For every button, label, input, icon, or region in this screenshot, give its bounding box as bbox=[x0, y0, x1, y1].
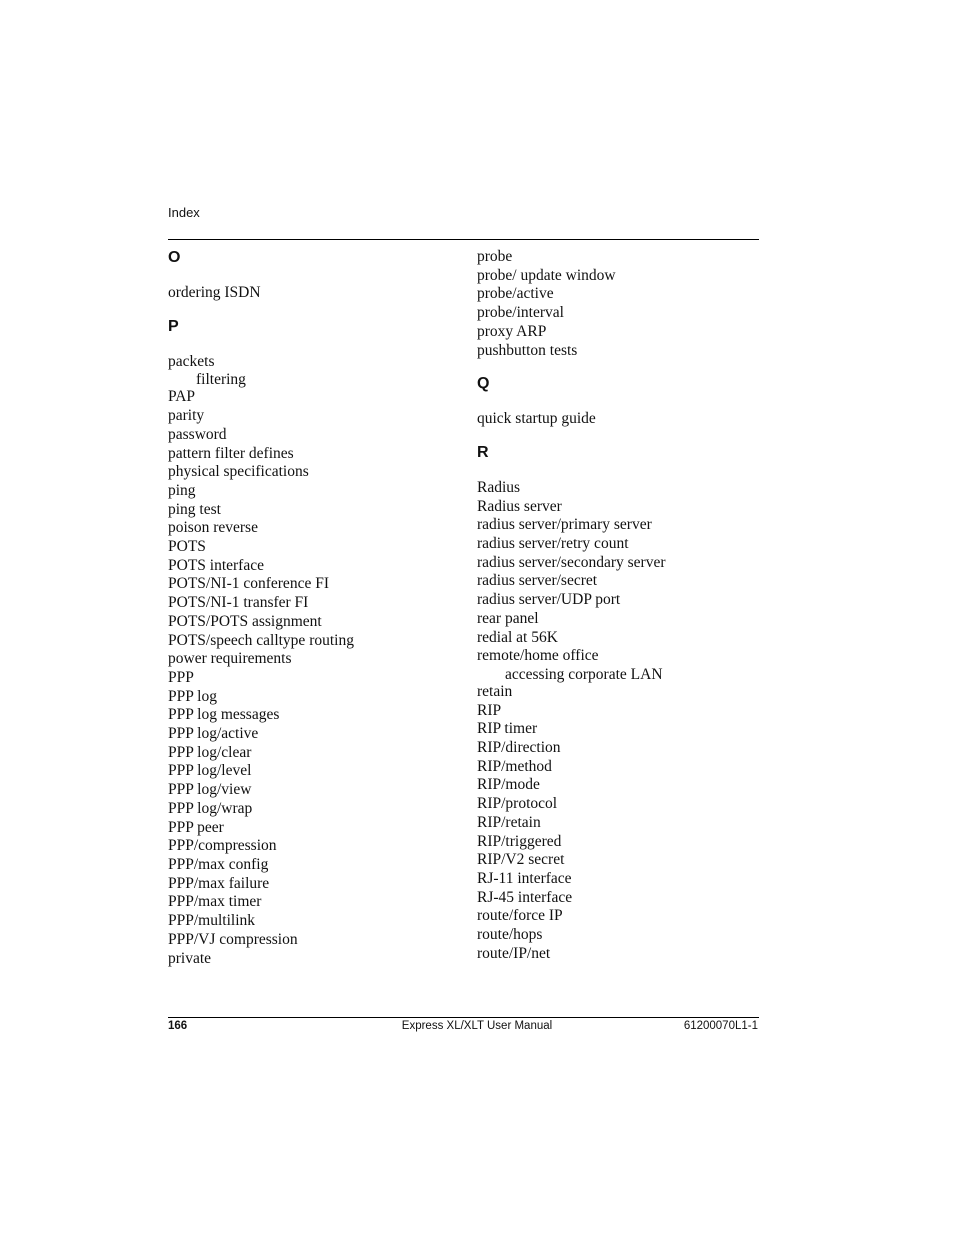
index-entry: probe bbox=[477, 248, 513, 265]
index-entry: PPP bbox=[168, 668, 194, 686]
page-number: 166 bbox=[168, 1020, 188, 1032]
index-entry: route/hops bbox=[477, 926, 543, 944]
manual-title bbox=[0, 1020, 954, 1032]
index-entry: radius server/secret bbox=[477, 572, 598, 590]
index-entry: RJ-45 interface bbox=[477, 888, 573, 906]
index-entry: proxy ARP bbox=[477, 322, 547, 340]
index-entry: RIP/protocol bbox=[477, 795, 558, 813]
index-column-left bbox=[168, 248, 458, 968]
index-entry: packets bbox=[168, 352, 215, 370]
index-entry: radius server/UDP port bbox=[477, 591, 621, 609]
index-entry: POTS/NI-1 transfer FI bbox=[168, 594, 309, 612]
index-entry: RIP timer bbox=[477, 720, 538, 738]
index-entry: RIP bbox=[477, 701, 502, 719]
index-entry: POTS/speech calltype routing bbox=[168, 631, 354, 649]
index-entry: quick startup guide bbox=[477, 410, 596, 428]
index-entry: RIP/triggered bbox=[477, 832, 562, 850]
index-entry: RIP/V2 secret bbox=[477, 851, 565, 869]
index-entry: PPP log bbox=[168, 687, 217, 705]
index-entry: pattern filter defines bbox=[168, 444, 294, 462]
index-entry: PPP peer bbox=[168, 818, 224, 836]
index-entry: private bbox=[168, 949, 212, 967]
index-entry: PPP log/view bbox=[168, 781, 252, 799]
index-entry: POTS interface bbox=[168, 556, 264, 574]
index-entry: ordering ISDN bbox=[168, 284, 261, 301]
index-entry: physical specifications bbox=[168, 463, 309, 481]
index-entry: PPP/max failure bbox=[168, 874, 270, 892]
index-entry: probe/ update window bbox=[477, 266, 616, 284]
section-letter: P bbox=[168, 317, 179, 335]
index-entry: remote/home office bbox=[477, 647, 599, 665]
index-entry: radius server/secondary server bbox=[477, 553, 666, 571]
index-entry: RIP/retain bbox=[477, 813, 541, 831]
index-entry: PPP log/active bbox=[168, 725, 259, 743]
index-entry: Radius server bbox=[477, 497, 562, 515]
index-entry: POTS/NI-1 conference FI bbox=[168, 575, 329, 593]
index-entry: RIP/method bbox=[477, 757, 552, 775]
section-gap bbox=[477, 360, 767, 374]
document-number: 61200070L1-1 bbox=[683, 1020, 758, 1032]
index-entry: route/IP/net bbox=[477, 944, 551, 962]
section-gap bbox=[477, 429, 767, 443]
index-entry: PPP log/clear bbox=[168, 743, 252, 761]
index-entry: pushbutton tests bbox=[477, 341, 578, 359]
index-entry: PPP/VJ compression bbox=[168, 930, 298, 948]
section-letter: Q bbox=[477, 375, 490, 393]
running-head: Index bbox=[168, 205, 200, 220]
index-entry: parity bbox=[168, 407, 205, 425]
footer-rule bbox=[168, 1017, 759, 1018]
index-entry: RIP/direction bbox=[477, 739, 561, 757]
index-entry: redial at 56K bbox=[477, 628, 558, 646]
index-entry: Radius bbox=[477, 478, 521, 496]
index-entry: power requirements bbox=[168, 650, 292, 668]
index-entry: retain bbox=[477, 682, 513, 700]
index-entry: PPP/compression bbox=[168, 837, 277, 855]
index-column-right bbox=[477, 248, 767, 964]
section-gap bbox=[168, 303, 458, 317]
index-entry: password bbox=[168, 425, 227, 443]
index-entry: RIP/mode bbox=[477, 776, 540, 794]
index-subentry: filtering bbox=[196, 371, 246, 389]
manual-title-text: Express XL/XLT User Manual bbox=[401, 1020, 553, 1032]
index-entry: PPP/max timer bbox=[168, 893, 262, 911]
index-entry: radius server/retry count bbox=[477, 535, 629, 553]
index-entry: rear panel bbox=[477, 609, 539, 627]
index-entry: radius server/primary server bbox=[477, 516, 652, 534]
index-entry: PPP/multilink bbox=[168, 912, 256, 930]
index-entry: PAP bbox=[168, 388, 196, 406]
index-entry: POTS bbox=[168, 538, 206, 556]
section-letter: O bbox=[168, 249, 181, 266]
index-entry: ping test bbox=[168, 500, 221, 518]
index-entry: probe/interval bbox=[477, 304, 564, 322]
index-entry: PPP/max config bbox=[168, 855, 269, 873]
section-letter: R bbox=[477, 443, 489, 461]
index-subentry: accessing corporate LAN bbox=[505, 665, 663, 683]
index-entry: ping bbox=[168, 481, 196, 499]
header-rule bbox=[168, 239, 759, 240]
index-entry: poison reverse bbox=[168, 519, 258, 537]
index-entry: PPP log/wrap bbox=[168, 799, 253, 817]
index-entry: PPP log messages bbox=[168, 706, 280, 724]
index-entry: POTS/POTS assignment bbox=[168, 612, 322, 630]
index-entry: route/force IP bbox=[477, 907, 563, 925]
index-entry: RJ-11 interface bbox=[477, 869, 572, 887]
index-entry: probe/active bbox=[477, 285, 554, 303]
index-entry: PPP log/level bbox=[168, 762, 252, 780]
